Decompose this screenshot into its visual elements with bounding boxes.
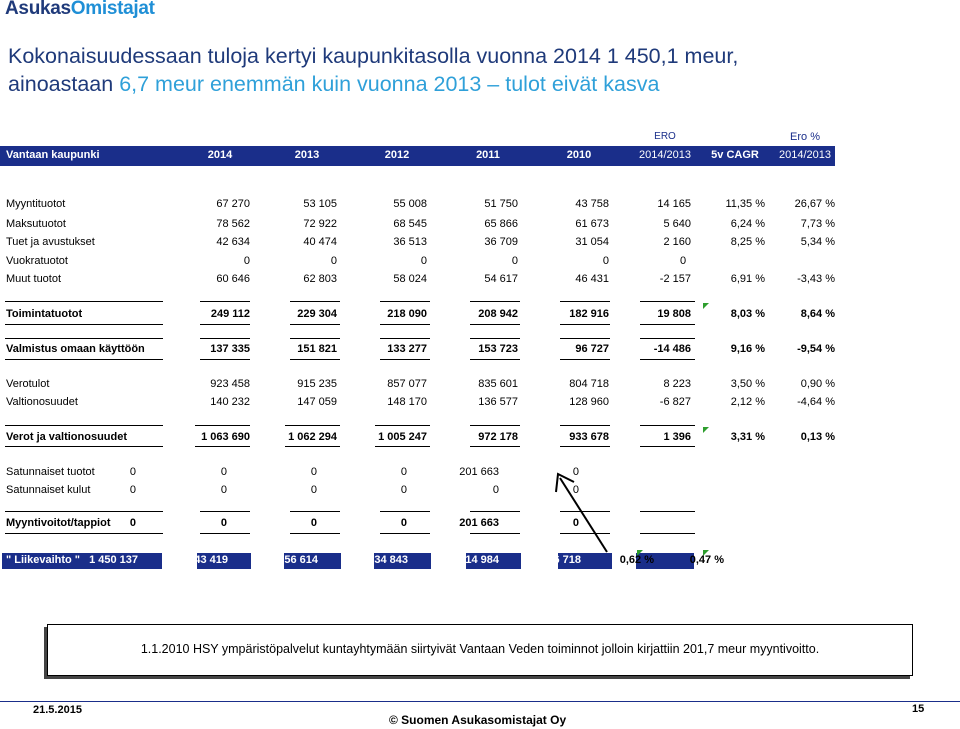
- cell: 0,13 %: [800, 431, 835, 443]
- rule: [290, 338, 340, 339]
- title-line-1: Kokonaisuudessaan tuloja kertyi kaupunkitasolla vuonna 2014 1 450,1 meur,: [8, 44, 739, 68]
- cell: 0: [220, 466, 227, 478]
- slide-title: [8, 42, 738, 98]
- cell: 151 821: [297, 343, 337, 355]
- cell: 0,47 %: [689, 554, 724, 566]
- rule: [640, 324, 695, 325]
- rule: [380, 301, 430, 302]
- cell: 1 414 984: [450, 554, 499, 566]
- cell: 0: [511, 255, 518, 267]
- cell: 972 178: [478, 431, 518, 443]
- rule: [380, 324, 430, 325]
- cell: 36 513: [393, 236, 427, 248]
- rule: [560, 338, 610, 339]
- rule: [195, 425, 250, 426]
- cell: 61 673: [575, 218, 609, 230]
- rule: [5, 533, 163, 534]
- cell: 249 112: [210, 308, 250, 320]
- row-label: Satunnaiset kulut: [6, 484, 91, 496]
- rule: [470, 338, 520, 339]
- cell: 0: [420, 255, 427, 267]
- rule: [640, 533, 695, 534]
- cell: 7,73 %: [800, 218, 835, 230]
- cell: 147 059: [297, 396, 337, 408]
- cell: 67 270: [216, 198, 250, 210]
- cell: 0: [572, 484, 579, 496]
- table-row-subtotal: [0, 431, 850, 447]
- cell: 11,35 %: [725, 198, 765, 210]
- cell: 201 663: [459, 466, 499, 478]
- cell: 915 235: [297, 378, 337, 390]
- header-year-2012: 2012: [384, 149, 410, 161]
- cell: 218 090: [387, 308, 427, 320]
- cell: 31 054: [575, 236, 609, 248]
- rule: [5, 359, 163, 360]
- cell: 133 277: [387, 343, 427, 355]
- rule: [640, 359, 695, 360]
- table-row-subtotal: [0, 517, 850, 533]
- page-number: 15: [912, 703, 925, 715]
- cell: 1 396: [663, 431, 691, 443]
- cell: 1 063 690: [201, 431, 250, 443]
- cell: 0: [243, 255, 250, 267]
- table-row-subtotal: [0, 308, 850, 324]
- cell: 8 223: [663, 378, 691, 390]
- rule: [200, 359, 250, 360]
- row-label: Vuokratuotot: [6, 255, 68, 267]
- footer-date: 21.5.2015: [33, 704, 82, 716]
- rule: [470, 301, 520, 302]
- cell: 53 105: [303, 198, 337, 210]
- cell: 19 808: [657, 308, 691, 320]
- arrow-annotation: [550, 468, 610, 553]
- row-label: Muut tuotot: [6, 273, 62, 285]
- cell: 55 008: [393, 198, 427, 210]
- cell: 0: [572, 466, 579, 478]
- cell: 0: [400, 484, 407, 496]
- rule: [380, 338, 430, 339]
- rule: [380, 359, 430, 360]
- rule: [290, 324, 340, 325]
- cell: 0: [492, 484, 499, 496]
- cell: 140 232: [210, 396, 250, 408]
- rule: [200, 511, 250, 512]
- cell: 153 723: [478, 343, 518, 355]
- rule: [470, 533, 520, 534]
- rule: [195, 446, 250, 447]
- rule: [560, 359, 610, 360]
- logo-part-1: Asukas: [5, 0, 71, 19]
- cell: 0: [220, 484, 227, 496]
- note-box: 1.1.2010 HSY ympäristöpalvelut kuntayhtymään siirtyivät Vantaan Veden toiminnot jolloin kirjattiin 201,7 meur myyntivoitto.: [47, 624, 913, 676]
- cell: 96 727: [575, 343, 609, 355]
- cell: -9,54 %: [797, 343, 835, 355]
- header-cagr: 5v CAGR: [711, 149, 759, 161]
- rule: [5, 446, 163, 447]
- row-label: Tuet ja avustukset: [6, 236, 95, 248]
- cell: 78 562: [216, 218, 250, 230]
- cell: 0: [400, 466, 407, 478]
- cell: 804 718: [569, 378, 609, 390]
- cell: 182 916: [569, 308, 609, 320]
- row-label: Verotulot: [6, 378, 50, 390]
- rule: [290, 359, 340, 360]
- cell: 43 758: [575, 198, 609, 210]
- row-label: Myyntivoitot/tappiot: [6, 517, 111, 529]
- cell: 137 335: [210, 343, 250, 355]
- cell: 0: [129, 517, 136, 529]
- rule: [200, 338, 250, 339]
- cell: 0: [602, 255, 609, 267]
- table-row: [0, 218, 850, 234]
- cell: 72 922: [303, 218, 337, 230]
- cell: 3,31 %: [730, 431, 765, 443]
- cell: 0,62 %: [619, 554, 654, 566]
- rule: [200, 301, 250, 302]
- footer-copyright: © Suomen Asukasomistajat Oy: [389, 713, 567, 727]
- rule: [470, 511, 520, 512]
- table-row: [0, 198, 850, 214]
- cell: 0: [310, 484, 317, 496]
- header-ero-pct: 2014/2013: [779, 149, 831, 161]
- cell: 208 942: [478, 308, 518, 320]
- rule: [470, 359, 520, 360]
- rule: [380, 533, 430, 534]
- cell: 1 334 843: [359, 554, 408, 566]
- cell: 2,12 %: [730, 396, 765, 408]
- row-label: Toimintatuotot: [6, 308, 83, 320]
- rule: [560, 425, 610, 426]
- logo-part-2: Omistajat: [70, 0, 155, 19]
- cell: 60 646: [216, 273, 250, 285]
- cell: 835 601: [478, 378, 518, 390]
- title-line-2-prefix: ainoastaan: [8, 72, 120, 96]
- cell: 0,90 %: [800, 378, 835, 390]
- cell: 0: [400, 517, 407, 529]
- rule: [640, 338, 695, 339]
- cell: 36 709: [484, 236, 518, 248]
- row-label: " Liikevaihto ": [6, 554, 81, 566]
- rule: [5, 301, 163, 302]
- rule: [560, 301, 610, 302]
- rule: [5, 425, 163, 426]
- cell: 6,24 %: [730, 218, 765, 230]
- cell: 58 024: [393, 273, 427, 285]
- cell: 5,34 %: [800, 236, 835, 248]
- rule: [375, 446, 430, 447]
- rule: [375, 425, 430, 426]
- cell: 136 577: [478, 396, 518, 408]
- cell: 0: [129, 466, 136, 478]
- title-line-2-highlight: 6,7 meur enemmän kuin vuonna 2013 – tulot eivät kasva: [119, 72, 660, 96]
- cell: 923 458: [210, 378, 250, 390]
- rule: [5, 324, 163, 325]
- header-year-2010: 2010: [566, 149, 592, 161]
- header-ero: 2014/2013: [639, 149, 691, 161]
- rule: [640, 425, 695, 426]
- rule: [285, 446, 340, 447]
- table-row: [0, 484, 850, 500]
- table-row-subtotal: [0, 343, 850, 359]
- rule: [470, 446, 520, 447]
- cell: 65 866: [484, 218, 518, 230]
- rule: [285, 425, 340, 426]
- rule: [290, 301, 340, 302]
- cell: 42 634: [216, 236, 250, 248]
- cell: 0: [310, 466, 317, 478]
- arrow-head: [556, 474, 574, 492]
- cell: 54 617: [484, 273, 518, 285]
- cell: 46 431: [575, 273, 609, 285]
- arrow-shaft: [560, 478, 607, 552]
- cell: 0: [310, 517, 317, 529]
- header-year-2014: 2014: [207, 149, 233, 161]
- cell: 14 165: [657, 198, 691, 210]
- cell: 1 005 247: [378, 431, 427, 443]
- header-year-2011: 2011: [476, 149, 500, 161]
- logo: [5, 0, 155, 20]
- table-row: [0, 273, 850, 289]
- cell: 9,16 %: [730, 343, 765, 355]
- cell: 8,25 %: [730, 236, 765, 248]
- table-row: Vuokratuotot 0 0 0 0 0 0: [6, 255, 687, 267]
- rule: [560, 446, 610, 447]
- cell: 8,03 %: [730, 308, 765, 320]
- rule: [5, 338, 163, 339]
- ero-pct-header-top: Ero %: [790, 131, 820, 143]
- cell: 5 640: [663, 218, 691, 230]
- rule: [640, 446, 695, 447]
- cell: -6 827: [659, 396, 691, 408]
- rule: [470, 324, 520, 325]
- table-row-total: [0, 554, 850, 570]
- cell: 0: [330, 255, 337, 267]
- cell: -2 157: [659, 273, 691, 285]
- table-row: [0, 466, 850, 482]
- cell: 0: [572, 517, 579, 529]
- rule: [290, 533, 340, 534]
- row-label: Valtionosuudet: [6, 396, 78, 408]
- cell: 1 062 294: [288, 431, 337, 443]
- cell: -14 486: [653, 343, 691, 355]
- cell: 0: [129, 484, 136, 496]
- footer-divider: [0, 701, 960, 702]
- header-year-2013: 2013: [294, 149, 320, 161]
- cell: 68 545: [393, 218, 427, 230]
- cell: 229 304: [297, 308, 337, 320]
- cell: 1 450 137: [89, 554, 138, 566]
- rule: [200, 533, 250, 534]
- cell: 51 750: [484, 198, 518, 210]
- row-label: Maksutuotot: [6, 218, 66, 230]
- cell: 3,50 %: [730, 378, 765, 390]
- rule: [560, 324, 610, 325]
- rule: [380, 511, 430, 512]
- cell: 933 678: [569, 431, 609, 443]
- cell: 6,91 %: [730, 273, 765, 285]
- cell: 1 356 614: [269, 554, 318, 566]
- rule: [470, 425, 520, 426]
- rule: [5, 511, 163, 512]
- rule: [200, 324, 250, 325]
- title-line-2: [8, 70, 738, 98]
- row-label: Myyntituotot: [6, 198, 66, 210]
- cell: 40 474: [303, 236, 337, 248]
- cell: 0: [220, 517, 227, 529]
- rule: [640, 511, 695, 512]
- cell: 8,64 %: [800, 308, 835, 320]
- cell: 857 077: [387, 378, 427, 390]
- table-row: [0, 236, 850, 252]
- cell: -3,43 %: [797, 273, 835, 285]
- cell: 201 663: [459, 517, 499, 529]
- row-label: Satunnaiset tuotot: [6, 466, 95, 478]
- cell: 1 443 419: [179, 554, 228, 566]
- cell: 128 960: [569, 396, 609, 408]
- rule: [290, 511, 340, 512]
- rule: [640, 301, 695, 302]
- row-label: Valmistus omaan käyttöön: [6, 343, 145, 355]
- cell: 2 160: [663, 236, 691, 248]
- cell: 148 170: [387, 396, 427, 408]
- row-label: Verot ja valtionosuudet: [6, 431, 128, 443]
- cell: 62 803: [303, 273, 337, 285]
- header-entity: Vantaan kaupunki: [6, 149, 100, 161]
- cell: -4,64 %: [797, 396, 835, 408]
- table-row: [0, 378, 850, 394]
- cell: 6 718: [553, 554, 581, 566]
- cell: 26,67 %: [794, 198, 835, 210]
- table-row: [0, 396, 850, 412]
- ero-header-top: ERO: [654, 131, 676, 142]
